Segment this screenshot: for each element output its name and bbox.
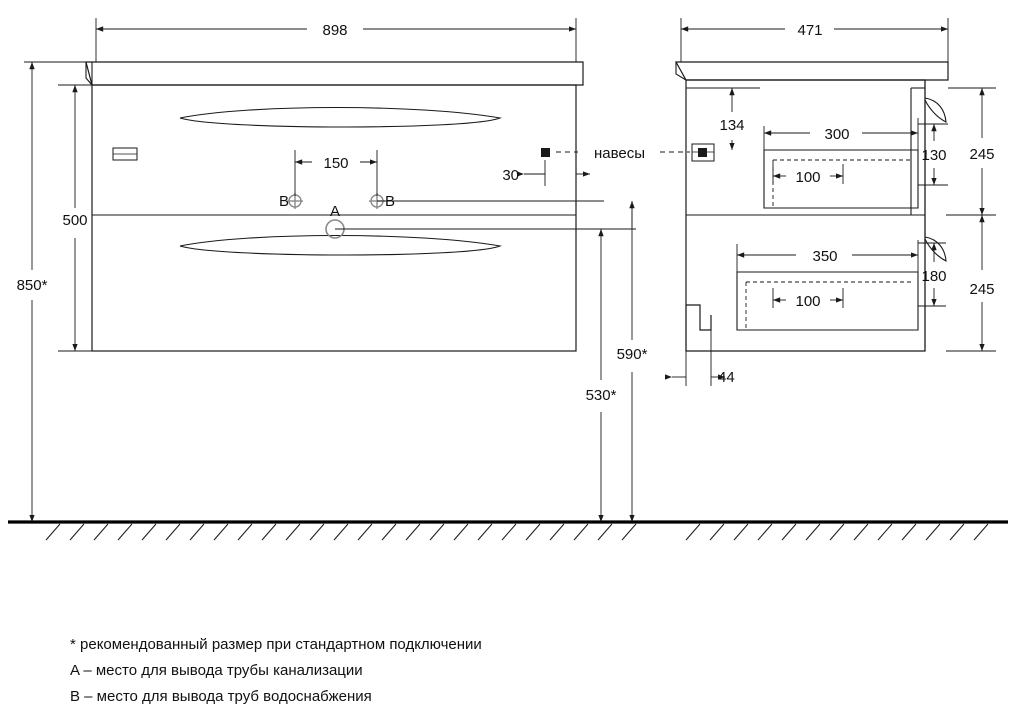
label-point-b-left: B <box>278 193 290 210</box>
dim-bottom-drawer-depth: 350 <box>812 248 838 265</box>
notes-block <box>70 632 770 710</box>
note-point-a: A – место для вывода трубы канализации <box>70 662 363 679</box>
dim-water-spacing: 150 <box>323 155 349 172</box>
label-point-b-right: B <box>384 193 396 210</box>
dim-bottom-drawer-inner: 100 <box>795 293 821 310</box>
dim-bottom-drawer-height: 180 <box>921 268 947 285</box>
dim-top-drawer-height: 130 <box>921 147 947 164</box>
dim-top-section-height: 245 <box>969 146 995 163</box>
label-point-a: A <box>329 203 341 220</box>
dim-front-total-height: 850* <box>16 277 48 294</box>
dim-siphon-height: 590* <box>616 346 648 363</box>
front-dimensions <box>24 18 636 522</box>
dim-water-height: 530* <box>585 387 617 404</box>
dim-front-width: 898 <box>322 22 348 39</box>
dim-hanger-offset: 30 <box>502 167 519 184</box>
dim-side-depth: 471 <box>797 22 823 39</box>
dim-top-drawer-depth: 300 <box>824 126 850 143</box>
note-recommended-size: * рекомендованный размер при стандартном подключении <box>70 636 482 653</box>
dim-top-drawer-inner: 100 <box>795 169 821 186</box>
dim-front-body-height: 500 <box>62 212 88 229</box>
dim-bottom-section-height: 245 <box>969 281 995 298</box>
note-point-b: B – место для вывода труб водоснабжения <box>70 688 372 705</box>
label-hangers: навесы <box>594 145 646 162</box>
dim-top-drawer-offset: 134 <box>719 117 745 134</box>
floor-line <box>8 522 1008 540</box>
dim-bracket-depth: 44 <box>718 369 735 386</box>
